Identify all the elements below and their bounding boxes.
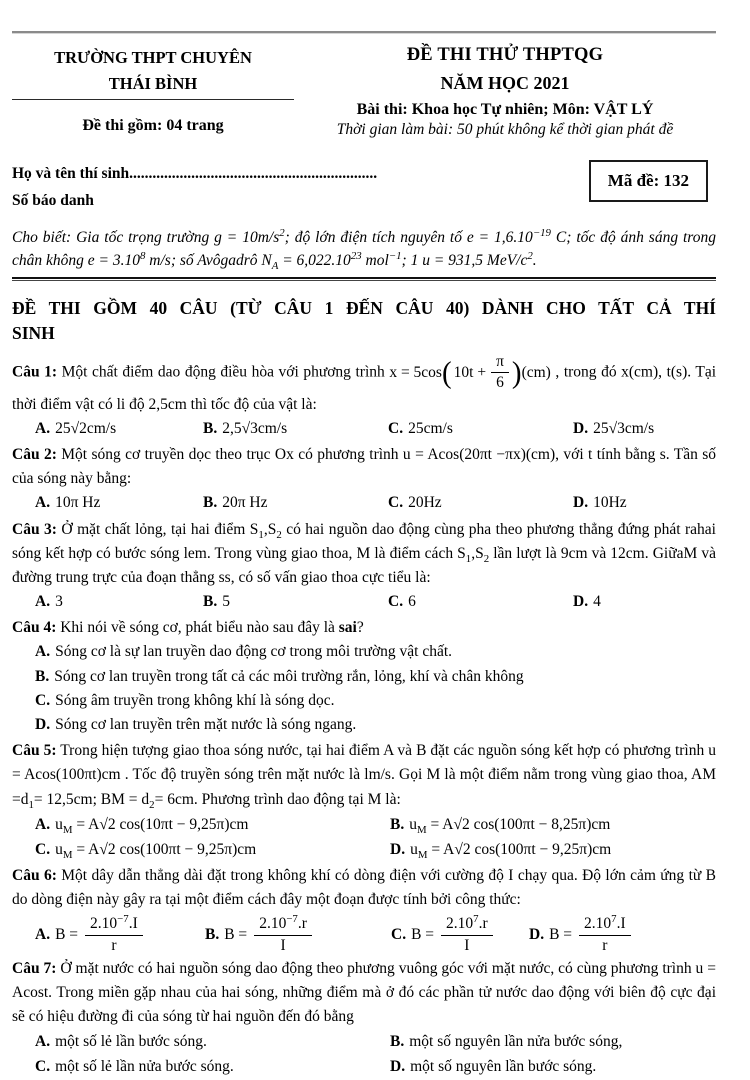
question-2-label: Câu 2: <box>12 446 57 464</box>
pages-note: Đề thi gồm: 04 trang <box>82 117 224 135</box>
exam-page <box>0 31 750 1076</box>
fraction: $\frac{2.10^{-7}.I}{r}$ <box>85 915 143 955</box>
option-c: C. $u_M = A√2$ cos(100πt − 9,25π)cm <box>35 840 257 861</box>
option-c: C. Sóng âm truyền trong không khí là sóng dọc. <box>35 691 335 709</box>
school-underline <box>12 99 294 100</box>
question-4-label: Câu 4: <box>12 619 57 637</box>
exam-title-block <box>294 45 716 139</box>
question-5 <box>12 739 716 862</box>
question-2 <box>12 443 716 516</box>
question-1-body <box>12 353 716 417</box>
formula-unit: (cm) <box>521 363 551 381</box>
candidate-name-line: Họ và tên thí sinh................................................................ <box>12 165 378 182</box>
candidate-id-line: Số báo danh <box>12 192 94 210</box>
question-3-body <box>12 518 716 591</box>
fraction: $\frac{2.10^7.I}{r}$ <box>579 915 631 955</box>
option-d: D. B = $\frac{2.10^7.I}{r}$ <box>529 915 716 955</box>
duration-line: Thời gian làm bài: 50 phút không kể thời gian phát đề <box>336 121 674 138</box>
question-1-formula: x = 5cos ( 10t + $\frac{\pi}{6}$ ) (cm) <box>389 353 551 392</box>
option-b: B. 2,5√3cm/s <box>203 419 288 437</box>
question-6-label: Câu 6: <box>12 866 57 884</box>
option-b: B. 20π Hz <box>203 494 268 512</box>
question-3 <box>12 518 716 615</box>
school-name-line1: TRƯỜNG THPT CHUYÊN <box>54 48 252 67</box>
subject-line: Bài thi: Khoa học Tự nhiên; Môn: VẬT LÝ <box>356 101 654 118</box>
option-a: A. $u_M = A√2$ cos(10πt − 9,25π)cm <box>35 815 249 836</box>
candidate-labels <box>12 160 377 214</box>
question-5-text: Trong hiện tượng giao thoa sóng nước, tại hai điểm A và B đặt các nguồn sóng kết hợp có phương trình u = Acos(100πt)cm . Tốc độ truyền sóng trên mặt nước là lm/s. Gọi M là một điểm nằm trong vùng giao thoa, AM $=d_1= 12,5cm$; BM = $d_2= 6cm$. Phương trình dao động tại M là: <box>12 742 716 811</box>
option-a: A. 10π Hz <box>35 494 101 512</box>
question-5-label: Câu 5: <box>12 742 57 760</box>
question-2-text: Một sóng cơ truyền dọc theo trục Ox có phương trình u = Acos(20πt −πx)(cm), với t tính bằng s. Tần số của sóng này bằng: <box>12 446 717 488</box>
question-5-body <box>12 739 716 812</box>
option-c: C. 20Hz <box>388 494 442 512</box>
question-2-body <box>12 443 716 491</box>
formula-arg: 10t + <box>453 363 487 381</box>
option-d: D. Sóng cơ lan truyền trên mặt nước là sóng ngang. <box>35 715 357 733</box>
question-7-text: Ở mặt nước có hai nguồn sóng dao động theo phương vuông góc với mặt nước, có cùng phương trình u = Acost. Trong miền gặp nhau của hai sóng, những điểm mà ở đó các phần tử nước dao động với biên độ cực đại sẽ có hiệu đường đi của sóng từ hai nguồn đến đó bằng <box>12 959 716 1026</box>
option-c: C. 25cm/s <box>388 419 453 437</box>
school-name <box>12 45 294 96</box>
double-divider <box>12 277 716 281</box>
fraction: $\frac{2.10^{-7}.r}{I}$ <box>254 915 312 955</box>
question-1-options <box>12 417 716 441</box>
candidate-row <box>12 160 716 214</box>
fraction <box>491 353 509 393</box>
option-d: D. một số nguyên lần bước sóng. <box>390 1058 597 1076</box>
exam-code-box: Mã đề: 132 <box>589 160 708 202</box>
formula-lhs: x = 5cos <box>389 363 442 381</box>
option-a: A. 25√2cm/s <box>35 419 117 437</box>
school-block <box>12 45 294 139</box>
question-4-text: Khi nói về sóng cơ, phát biểu nào sau đây là sai? <box>60 619 364 637</box>
fraction-denominator: 6 <box>496 374 504 392</box>
option-b: B. $u_M = A√2$ cos(100πt − 8,25π)cm <box>390 815 611 836</box>
option-a: A. một số lẻ lần bước sóng. <box>35 1033 207 1051</box>
option-c: C. một số lẻ lần nửa bước sóng. <box>35 1058 234 1076</box>
question-1-label: Câu 1: <box>12 363 58 381</box>
section-heading: ĐỀ THI GỒM 40 CÂU (TỪ CÂU 1 ĐẾN CÂU 40) DÀNH CHO TẤT CẢ THÍ SINH <box>12 298 716 343</box>
top-divider <box>12 31 716 34</box>
question-6-text: Một dây dẫn thẳng dài đặt trong không khí có dòng điện với cường độ I chạy qua. Độ lớn cảm ứng từ B do dòng điện này gây ra tại một điểm cách đây một đoạn được tính bởi công thức: <box>12 866 716 909</box>
fraction: $\frac{2.10^7.r}{I}$ <box>441 915 493 955</box>
question-3-options <box>12 590 716 614</box>
option-c: C. 6 <box>388 593 416 611</box>
option-b: B. 5 <box>203 593 230 611</box>
option-d: D. 25√3cm/s <box>573 419 655 437</box>
question-2-options <box>12 491 716 515</box>
question-6-body <box>12 864 716 912</box>
exam-title: ĐỀ THI THỬ THPTQG <box>406 45 604 65</box>
option-a: A. 3 <box>35 593 63 611</box>
option-d: D. 10Hz <box>573 494 627 512</box>
question-1-text-pre: Một chất điểm dao động điều hòa với phương trình <box>61 363 385 381</box>
question-7 <box>12 957 716 1080</box>
question-7-body <box>12 957 716 1030</box>
option-a: A. Sóng cơ là sự lan truyền dao động cơ trong môi trường vật chất. <box>35 643 453 661</box>
question-1-text-post: , trong đó x(cm), t(s). Tại thời điểm vật có li độ 2,5cm thì tốc độ của vật là: <box>12 363 717 413</box>
question-7-options <box>12 1029 716 1079</box>
option-b: B. Sóng cơ lan truyền trong tất cả các môi trường rắn, lỏng, khí và chân không <box>35 667 524 685</box>
option-c: C. B = $\frac{2.10^7.r}{I}$ <box>391 915 529 955</box>
question-6 <box>12 864 716 955</box>
question-7-label: Câu 7: <box>12 959 57 977</box>
school-name-line2: THÁI BÌNH <box>108 73 198 93</box>
option-d: D. 4 <box>573 593 601 611</box>
question-1 <box>12 353 716 441</box>
question-3-label: Câu 3: <box>12 520 57 538</box>
question-3-text: Ở mặt chất lỏng, tại hai điểm $S_1,S_2$ có hai nguồn dao động cùng pha theo phương thẳng đứng phát rahai sóng kết hợp có bước sóng lem. Trong vùng giao thoa, M là điểm cách $S_1,S_2$ lần lượt là 9cm và 12cm. GiữaM và đường trung trực của đoạn thẳng ss, có số vấn giao thoa cực tiểu là: <box>12 520 716 586</box>
questions-list <box>12 353 716 1079</box>
question-5-options <box>12 812 716 862</box>
option-b: B. B = $\frac{2.10^{-7}.r}{I}$ <box>205 915 391 955</box>
question-4-body <box>12 616 716 640</box>
option-d: D. $u_M = A√2$ cos(100πt − 9,25π)cm <box>390 840 612 861</box>
option-b: B. một số nguyên lần nửa bước sóng, <box>390 1033 623 1051</box>
constants-note: Cho biết: Gia tốc trọng trường $g = 10m/s^2$; độ lớn điện tích nguyên tố $e = 1,6.10^{-19}$ C; tốc độ ánh sáng trong chân không $e = 3.10^8$ m/s; số Avôgadrô $N_A = 6,022.10^{23}$ mol$^{-1}$; 1 u = 931,5 MeV/$c^2$. <box>12 227 717 272</box>
exam-year: NĂM HỌC 2021 <box>440 73 570 93</box>
question-4 <box>12 616 716 737</box>
exam-header <box>12 45 716 139</box>
fraction-numerator: π <box>491 353 509 373</box>
option-a: A. B = $\frac{2.10^{-7}.I}{r}$ <box>35 915 205 955</box>
question-6-options <box>12 915 716 955</box>
